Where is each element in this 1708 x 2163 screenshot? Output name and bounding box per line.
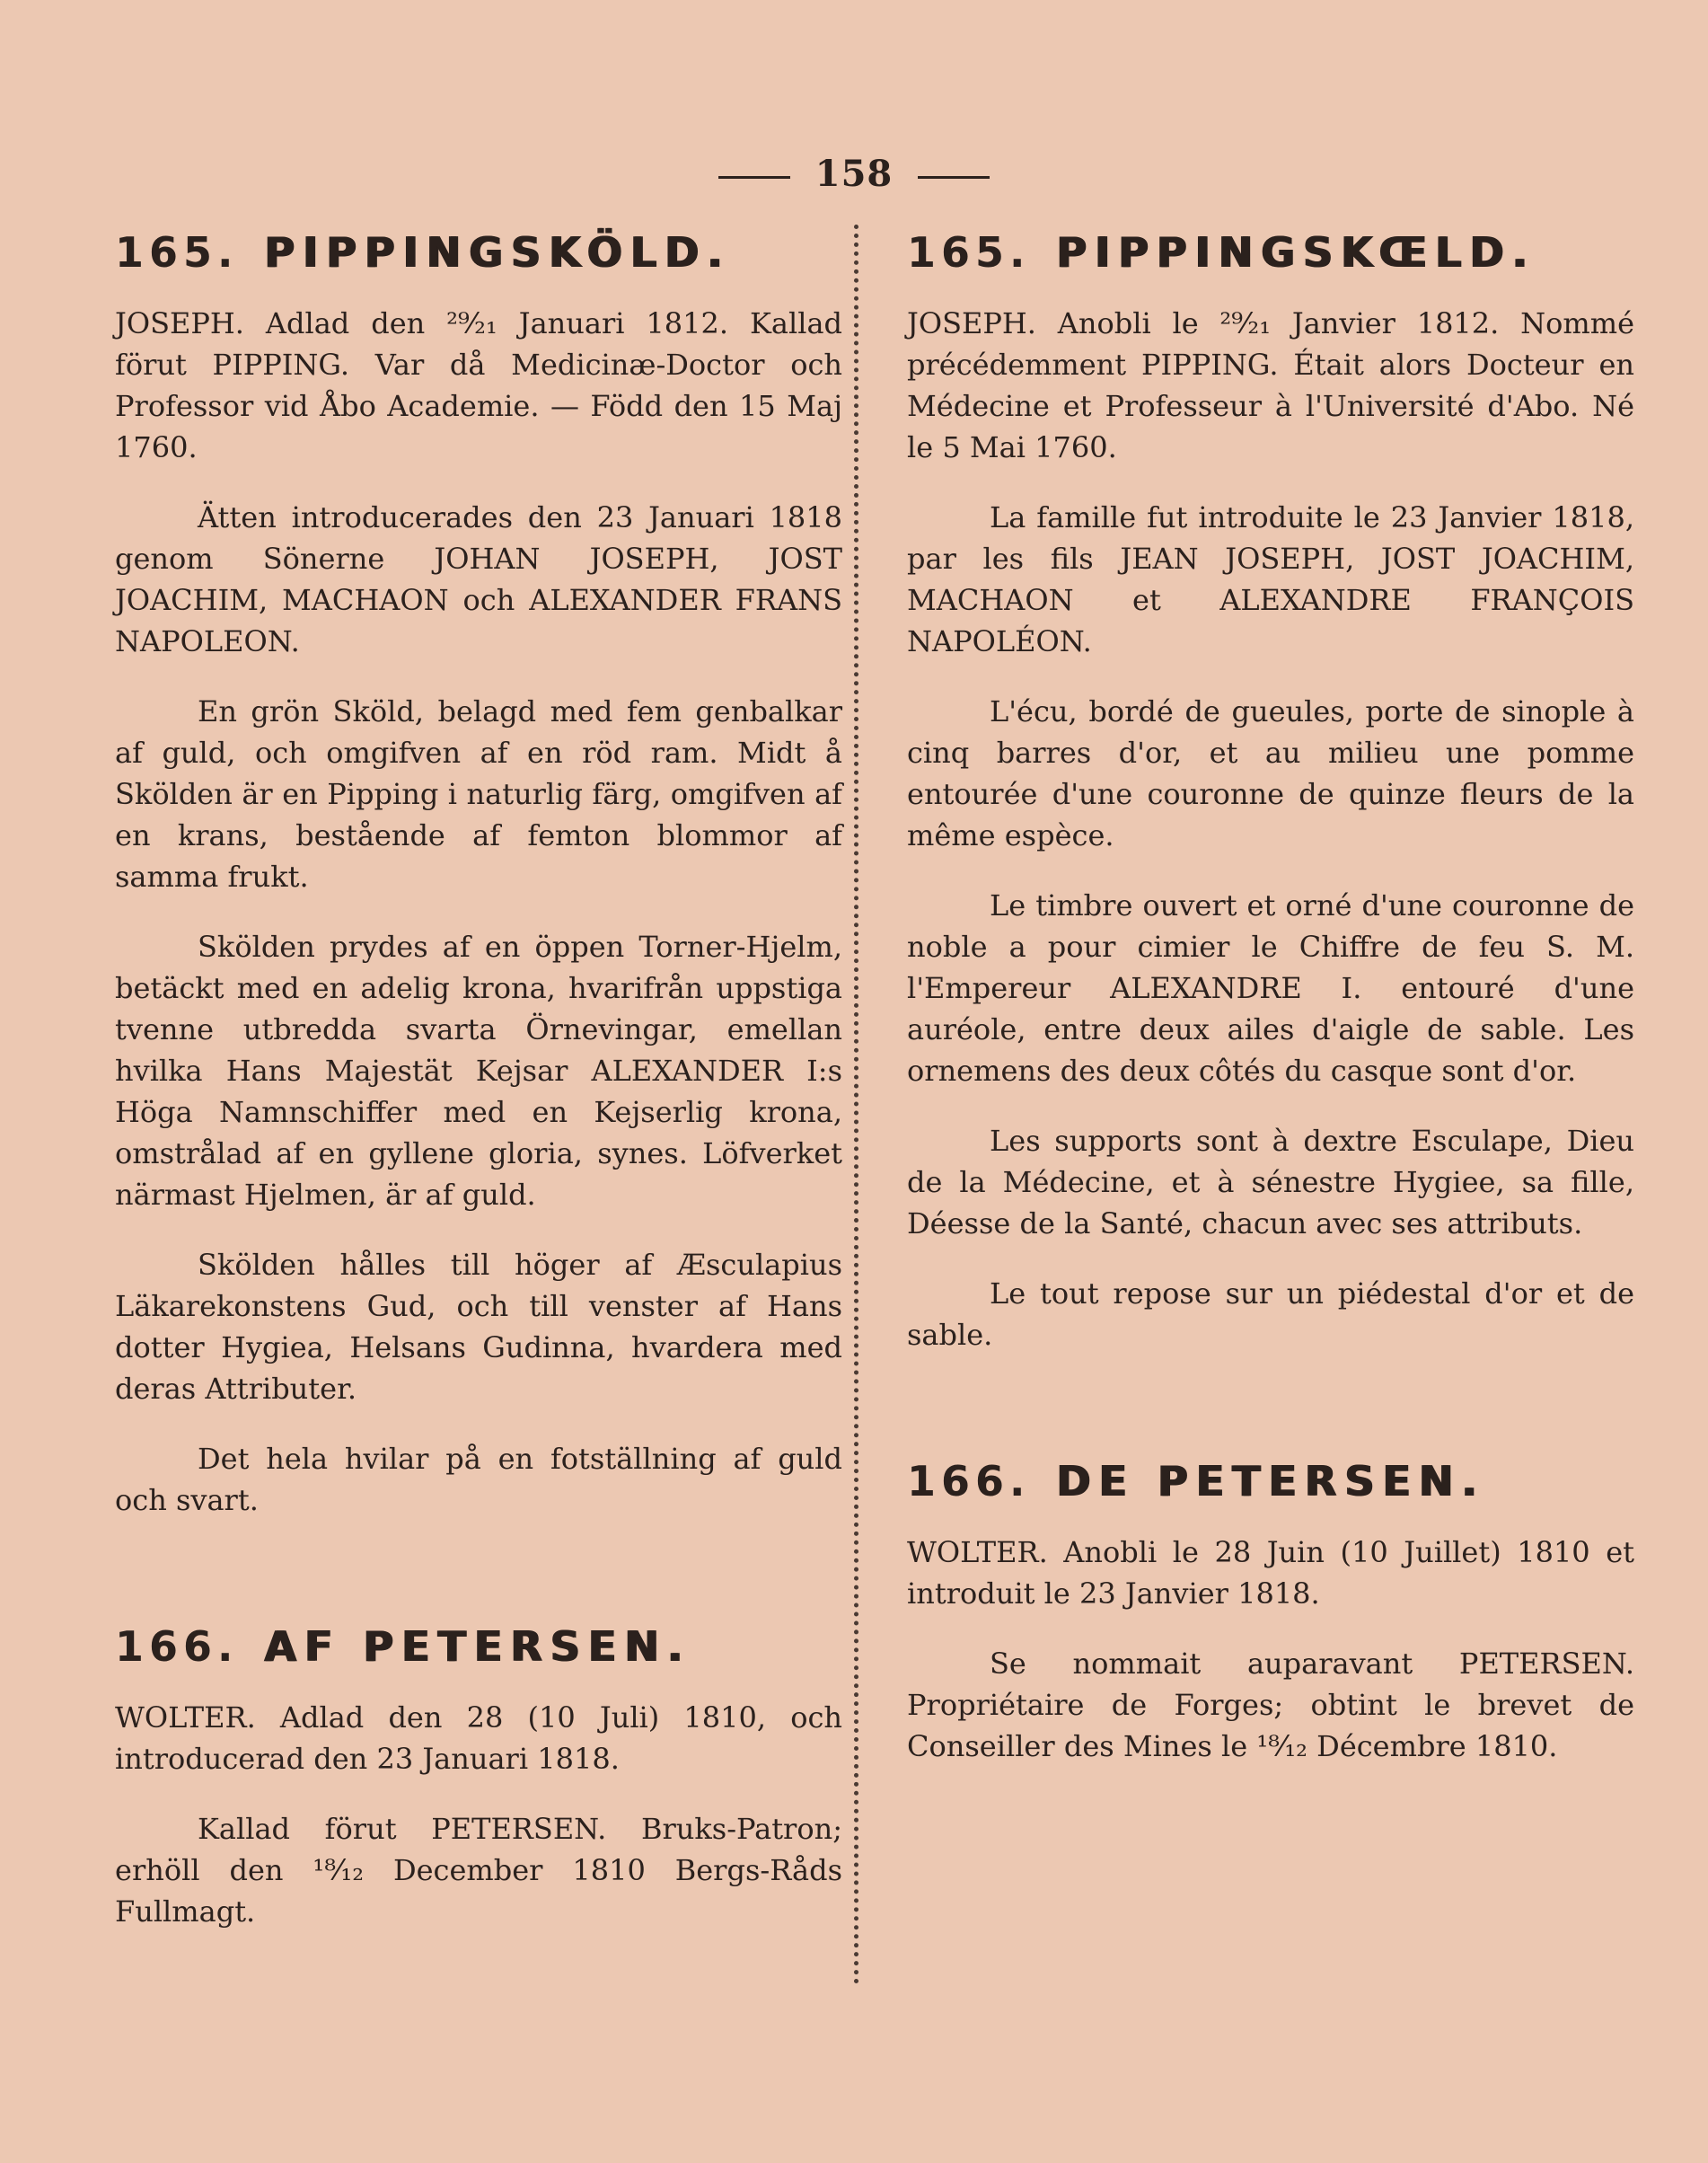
paragraph: Les supports sont à dextre Esculape, Dieu de la Médecine, et à sénestre Hygiee, sa fille, Déesse de la Santé, chacun avec ses attributs. <box>907 1124 1634 1240</box>
section-number: 165. <box>115 228 239 277</box>
french-column <box>907 220 1634 1796</box>
paragraph: Le timbre ouvert et orné d'une couronne de noble a pour cimier le Chiffre de feu S. M. l'Empereur ALEXANDRE I. entouré d'une auréole, entre deux ailes d'aigle de sable. Les ornemens des deux côtés du casque sont d'or. <box>907 888 1634 1088</box>
paragraph: JOSEPH. Anobli le ²⁹⁄₂₁ Janvier 1812. Nommé précédemment PIPPING. Était alors Docteur en Médecine et Professeur à l'Université d'Abo. Né le 5 Mai 1760. <box>907 306 1634 464</box>
dash-left <box>718 176 790 179</box>
paragraph: En grön Sköld, belagd med fem genbalkar af guld, och omgifven af en röd ram. Midt å Skölden är en Pipping i naturlig färg, omgifven af en krans, bestående af femton blommor af samma frukt. <box>115 694 842 894</box>
paragraph: WOLTER. Anobli le 28 Juin (10 Juillet) 1810 et introduit le 23 Janvier 1818. <box>907 1535 1634 1611</box>
paragraph: Skölden prydes af en öppen Torner-Hjelm, betäckt med en adelig krona, hvarifrån uppstiga tvenne utbredda svarta Örnevingar, emellan hvilka Hans Majestät Kejsar ALEXANDER I:s Höga Namnschiffer med en Kejserlig krona, omstrålad af en gyllene gloria, synes. Löfverket närmast Hjelmen, är af guld. <box>115 930 842 1212</box>
family-name: AF PETERSEN. <box>263 1622 691 1671</box>
section-number: 166. <box>115 1622 239 1671</box>
section-165-heading-fr <box>907 220 1634 285</box>
paragraph: Se nommait auparavant PETERSEN. Propriétaire de Forges; obtint le brevet de Conseiller des Mines le ¹⁸⁄₁₂ Décembre 1810. <box>907 1647 1634 1763</box>
section-number: 165. <box>907 228 1031 277</box>
paragraph: Skölden hålles till höger af Æsculapius Läkarekonstens Gud, och till venster af Hans dotter Hygiea, Helsans Gudinna, hvardera med deras Attributer. <box>115 1248 842 1406</box>
paragraph: Le tout repose sur un piédestal d'or et de sable. <box>907 1276 1634 1352</box>
page-number <box>0 153 1708 195</box>
family-name: PIPPINGSKÖLD. <box>263 228 730 277</box>
column-divider <box>854 225 858 1985</box>
dash-right <box>918 176 990 179</box>
section-number: 166. <box>907 1457 1031 1505</box>
paragraph: La famille fut introduite le 23 Janvier 1818, par les fils JEAN JOSEPH, JOST JOACHIM, MACHAON et ALEXANDRE FRANÇOIS NAPOLÉON. <box>907 500 1634 658</box>
page-number-text: 158 <box>814 153 894 195</box>
paragraph: JOSEPH. Adlad den ²⁹⁄₂₁ Januari 1812. Kallad förut PIPPING. Var då Medicinæ-Doctor och Professor vid Åbo Academie. — Född den 15 Maj 1760. <box>115 306 842 464</box>
swedish-column <box>115 220 842 1961</box>
family-name: PIPPINGSKŒLD. <box>1055 228 1536 277</box>
section-166-heading-fr <box>907 1449 1634 1514</box>
section-166-heading-sv <box>115 1614 842 1679</box>
paragraph: WOLTER. Adlad den 28 (10 Juli) 1810, och introducerad den 23 Januari 1818. <box>115 1700 842 1776</box>
paragraph: L'écu, bordé de gueules, porte de sinople à cinq barres d'or, et au milieu une pomme entourée d'une couronne de quinze fleurs de la même espèce. <box>907 694 1634 852</box>
section-165-heading-sv <box>115 220 842 285</box>
paragraph: Kallad förut PETERSEN. Bruks-Patron; erhöll den ¹⁸⁄₁₂ December 1810 Bergs-Råds Fullmagt. <box>115 1812 842 1929</box>
paragraph: Ätten introducerades den 23 Januari 1818 genom Sönerne JOHAN JOSEPH, JOST JOACHIM, MACHAON och ALEXANDER FRANS NAPOLEON. <box>115 500 842 658</box>
section-gap <box>907 1384 1634 1449</box>
section-gap <box>115 1549 842 1614</box>
paragraph: Det hela hvilar på en fotställning af guld och svart. <box>115 1442 842 1517</box>
family-name: DE PETERSEN. <box>1055 1457 1485 1505</box>
